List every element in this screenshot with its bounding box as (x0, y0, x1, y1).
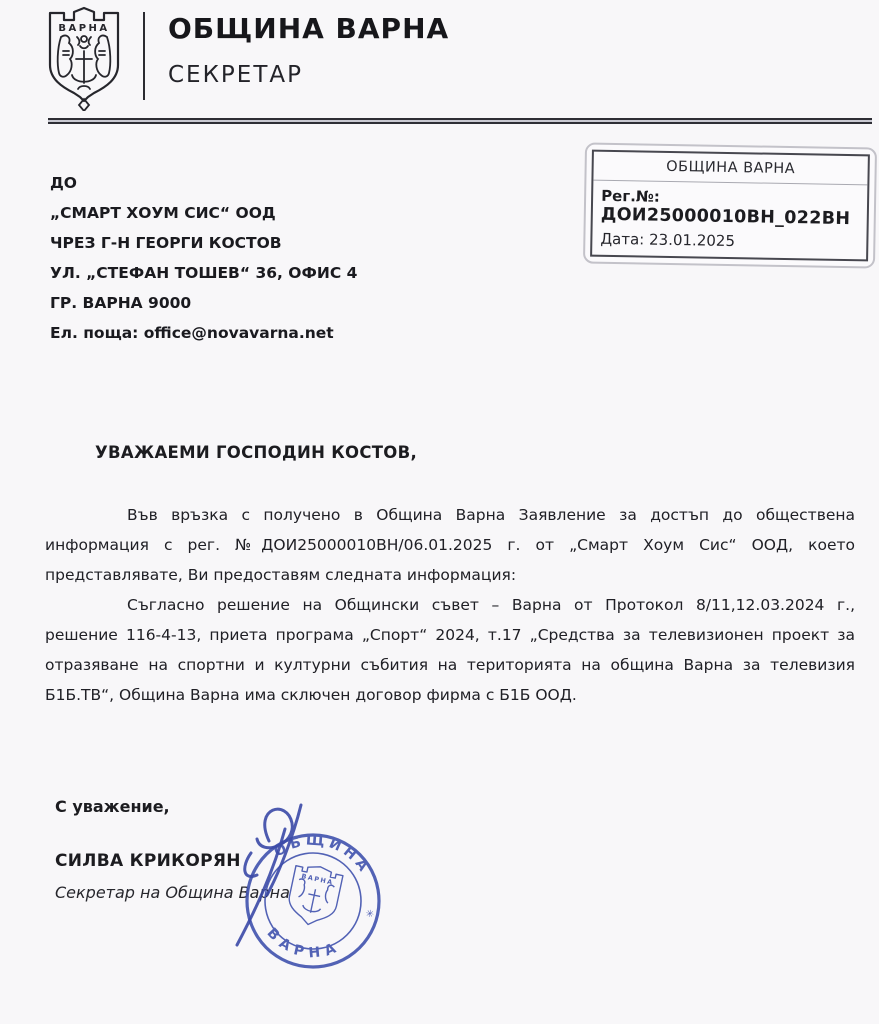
seal-star: ✳ (364, 908, 375, 921)
letterhead-divider (143, 12, 145, 100)
reg-stamp-org: ОБЩИНА ВАРНА (666, 158, 796, 178)
letterhead-rule (48, 118, 872, 124)
body-paragraph-1: Във връзка с получено в Община Варна Заявление за достъп до обществена информация с рег. №ДОИ25000010ВН/06.01.2025 г. от „Смарт Хоум Сис“ ООД, което представлявате, Ви предоставям следната информация: (45, 506, 855, 584)
reg-date-value: 23.01.2025 (648, 230, 736, 251)
seal-top-text: ОБЩИНА (271, 832, 374, 878)
recipient-line: ГР. ВАРНА 9000 (50, 294, 192, 312)
reg-number-value: ДОИ25000010ВН_022ВН (600, 204, 851, 230)
recipient-email-line: Ел. поща: office@novavarna.net (50, 324, 334, 342)
recipient-address-block (50, 168, 357, 348)
recipient-line: УЛ. „СТЕФАН ТОШЕВ“ 36, ОФИС 4 (50, 264, 358, 282)
letter-body (45, 500, 855, 710)
closing-regards: С уважение, (55, 797, 170, 816)
salutation: УВАЖАЕМИ ГОСПОДИН КОСТОВ, (95, 443, 418, 462)
recipient-line: ДО (50, 174, 77, 192)
signer-title: Секретар на Община Варна (55, 883, 290, 902)
reg-number-label: Рег.№: (600, 186, 661, 206)
seal-bottom-text: ВАРНА (263, 925, 344, 962)
registration-stamp-inner (590, 150, 870, 262)
reg-date-label: Дата: (600, 229, 645, 249)
registration-stamp-box (583, 142, 877, 268)
reg-date-line (600, 230, 858, 252)
handwritten-signature-icon (213, 795, 353, 955)
department-name: СЕКРЕТАР (168, 62, 303, 88)
emblem-shield-text: ВАРНА (58, 23, 110, 34)
seal-center-text: ВАРНА (300, 872, 335, 887)
varna-coat-of-arms-icon (44, 5, 124, 111)
recipient-line: ЧРЕЗ Г-Н ГЕОРГИ КОСТОВ (50, 234, 282, 252)
body-paragraph-2: Съгласно решение на Общински съвет – Варна от Протокол 8/11,12.03.2024 г., решение 116-4-13, приета програма „Спорт“ 2024, т.17 „Средства за телевизионен проект за отразяване на спортни и културни събития на територията на община Варна за телевизия Б1Б.ТВ“, Община Варна има сключен договор фирма с Б1Б ООД. (45, 596, 855, 704)
organization-name: ОБЩИНА ВАРНА (168, 12, 450, 45)
recipient-line: „СМАРТ ХОУМ СИС“ ООД (50, 204, 276, 222)
signer-name: СИЛВА КРИКОРЯН (55, 851, 241, 871)
